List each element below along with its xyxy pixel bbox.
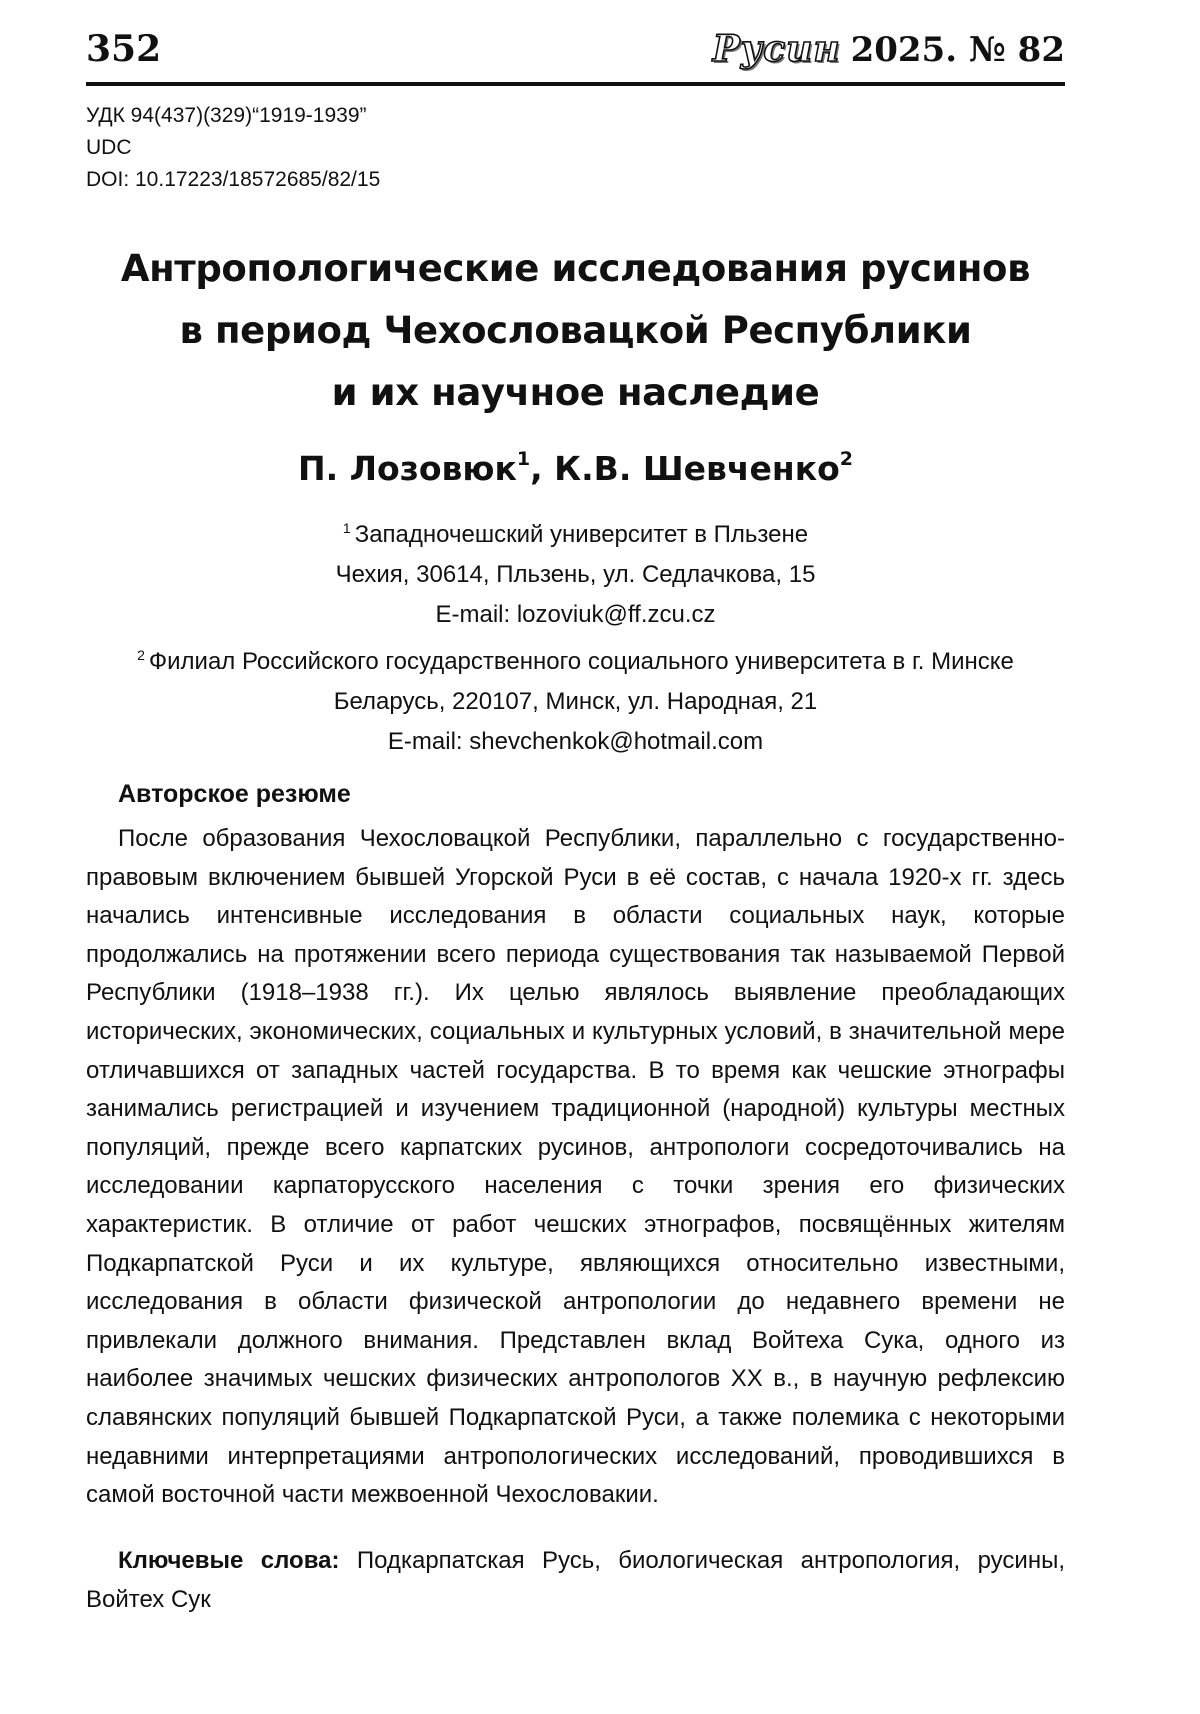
journal-issue: 2025. № 82 [850, 30, 1065, 70]
udc-code: UDC [86, 136, 132, 159]
journal-name: Русин [712, 28, 841, 70]
running-header [86, 20, 1065, 86]
keywords-label: Ключевые слова: [118, 1547, 340, 1574]
article-meta [86, 100, 380, 196]
keywords-text: Подкарпатская Русь, биологическая антропология, русины, Войтех Сук [86, 1547, 1065, 1613]
affiliations [86, 508, 1065, 762]
journal-title [713, 28, 1065, 70]
article-title [86, 238, 1065, 424]
author-name: К.В. Шевченко [554, 449, 840, 488]
affiliation-address: Беларусь, 220107, Минск, ул. Народная, 21 [333, 688, 818, 715]
author-affiliation-mark: 2 [839, 448, 854, 470]
abstract-text: После образования Чехословацкой Республики, параллельно с государственно-правовым включением бывшей Угорской Руси в её состав, с начала 1920-х гг. здесь начались интенсивные исследования в области социальных наук, которые продолжались на протяжении всего периода существования так называемой Первой Республики (1918–1938 гг.). Их целью являлось выявление преобладающих исторических, экономических, социальных и культурных условий, в значительной мере отличавшихся от западных частей государства. В то время как чешские этнографы занимались регистрацией и изучением традиционной (народной) культуры местных популяций, прежде всего карпатских русинов, антропологи сосредоточивались на исследовании карпаторусского населения с точки зрения его физических характеристик. В отличие от работ чешских этнографов, посвящённых жителям Подкарпатской Руси и их культуре, являющихся относительно известными, исследования в области физической антропологии до недавнего времени не привлекали должного внимания. Представлен вклад Войтеха Сука, одного из наиболее значимых чешских физических антропологов XX в., в научную рефлексию славянских популяций бывшей Подкарпатской Руси, а также полемика с некоторыми недавними интерпретациями антропологических исследований, проводившихся в самой восточной части межвоенной Чехословакии. [86, 825, 1065, 1509]
affiliation-name [86, 508, 1065, 555]
udk-code: УДК 94(437)(329)“1919-1939” [86, 104, 367, 127]
title-line: в период Чехословацкой Республики [179, 309, 972, 352]
page-number: 352 [86, 28, 162, 70]
affiliation-name [86, 635, 1065, 682]
affiliation-text: Западночешский университет в Пльзене [354, 521, 809, 548]
title-line: Антропологические исследования русинов [120, 247, 1031, 290]
affiliation-mark: 1 [342, 520, 351, 536]
affiliation-mark: 2 [137, 647, 145, 663]
doi: DOI: 10.17223/18572685/82/15 [86, 168, 381, 191]
abstract-heading: Авторское резюме [118, 780, 351, 808]
affiliation-text: Филиал Российского государственного социального университета в г. Минске [148, 648, 1014, 675]
author-affiliation-mark: 1 [516, 448, 531, 470]
author-list [86, 448, 1065, 488]
author-name: П. Лозовюк [297, 449, 517, 488]
keywords [86, 1541, 1065, 1619]
author-separator: , [530, 449, 555, 488]
title-line: и их научное наследие [331, 371, 820, 414]
affiliation-address: Чехия, 30614, Пльзень, ул. Седлачкова, 15 [335, 561, 816, 588]
affiliation-email: E-mail: shevchenkok@hotmail.com [387, 728, 764, 755]
affiliation-email: E-mail: lozoviuk@ff.zcu.cz [435, 601, 716, 628]
